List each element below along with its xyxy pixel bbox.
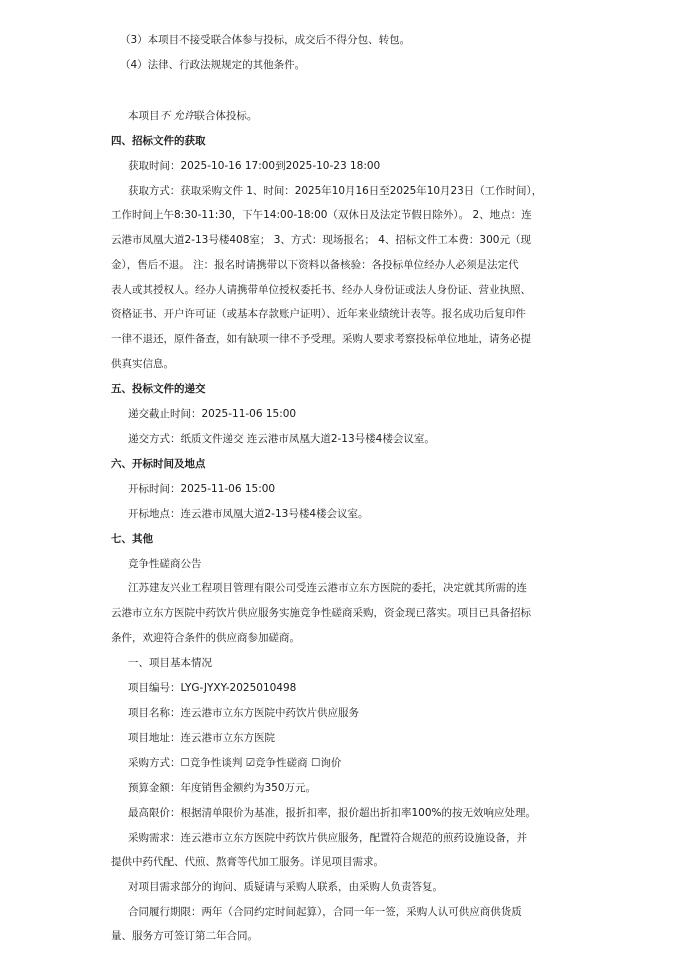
section-7-heading: 七、其他 [111,533,153,545]
joint-bid-emphasis: 不 允许 [159,110,195,122]
submit-method: 递交方式：纸质文件递交 连云港市凤凰大道2-13号楼4楼会议室。 [128,433,435,445]
intro-line: 云港市立东方医院中药饮片供应服务实施竞争性磋商采购，资金现已落实。项目已具备招标 [111,607,531,619]
budget-amount: 预算金额：年度销售金额约为350万元。 [128,782,317,794]
project-address: 项目地址：连云港市立东方医院 [128,732,275,744]
intro-line: 条件，欢迎符合条件的供应商参加磋商。 [111,632,300,644]
procurement-method: 采购方式：☐竞争性谈判 ☑竞争性磋商 ☐询价 [128,757,342,769]
intro-line: 江苏建友兴业工程项目管理有限公司受连云港市立东方医院的委托，决定就其所需的连 [128,582,527,594]
submit-deadline: 递交截止时间：2025-11-06 15:00 [128,408,297,420]
condition-item-4: （4）法律、行政法规规定的其他条件。 [120,59,306,71]
basic-info-heading: 一、项目基本情况 [128,657,212,669]
project-name: 项目名称：连云港市立东方医院中药饮片供应服务 [128,707,359,719]
condition-item-3: （3）本项目不接受联合体参与投标，成交后不得分包、转包。 [120,34,411,46]
max-price: 最高限价：根据清单限价为基准，报折扣率，报价超出折扣率100%的按无效响应处理。 [128,807,537,819]
joint-bid-suffix: 联合体投标。 [194,110,258,122]
acquire-method-line: 表人或其授权人。经办人请携带单位授权委托书、经办人身份证或法人身份证、营业执照、 [111,284,531,296]
acquire-time: 获取时间：2025-10-16 17:00到2025-10-23 18:00 [128,160,381,172]
procurement-need-line: 采购需求：连云港市立东方医院中药饮片供应服务，配置符合规范的煎药设施设备，并 [128,832,527,844]
procurement-need-line: 提供中药代配、代煎、熬膏等代加工服务。详见项目需求。 [111,856,384,868]
project-number: 项目编号：LYG-JYXY-2025010498 [128,682,297,694]
acquire-method-line: 供真实信息。 [111,358,174,370]
contract-period-line: 合同履行期限：两年（合同约定时间起算），合同一年一签，采购人认可供应商供货质 [128,906,522,918]
acquire-method-line: 金），售后不退。 注：报名时请携带以下资料以备核验：各投标单位经办人必须是法定代 [111,259,519,271]
acquire-method-line: 云港市凤凰大道2-13号楼408室； 3、方式：现场报名； 4、招标文件工本费：300元（现 [111,234,531,246]
acquire-method-line: 工作时间上午8:30-11:30，下午14:00-18:00（双休日及法定节假日除外）。 2、地点：连 [111,209,532,221]
opening-place: 开标地点：连云港市凤凰大道2-13号楼4楼会议室。 [128,508,369,520]
joint-bid-prefix: 本项目 [128,110,160,122]
acquire-method-line: 一律不退还，原件备查，如有缺项一律不予受理。采购人要求考察投标单位地址，请务必提 [111,333,531,345]
section-4-heading: 四、招标文件的获取 [111,135,206,147]
section-6-heading: 六、开标时间及地点 [111,458,206,470]
inquiry-contact: 对项目需求部分的询问、质疑请与采购人联系，由采购人负责答复。 [128,881,443,893]
notice-title: 竞争性磋商公告 [128,558,202,570]
acquire-method-line: 资格证书、开户许可证（或基本存款账户证明）、近年来业绩统计表等。报名成功后复印件 [111,308,526,320]
joint-bid-statement [128,109,257,123]
acquire-method-line: 获取方式：获取采购文件 1、时间：2025年10月16日至2025年10月23日（工作时间）， [128,185,543,197]
opening-time: 开标时间：2025-11-06 15:00 [128,483,276,495]
contract-period-line: 量、服务方可签订第二年合同。 [111,930,258,942]
section-5-heading: 五、投标文件的递交 [111,383,206,395]
